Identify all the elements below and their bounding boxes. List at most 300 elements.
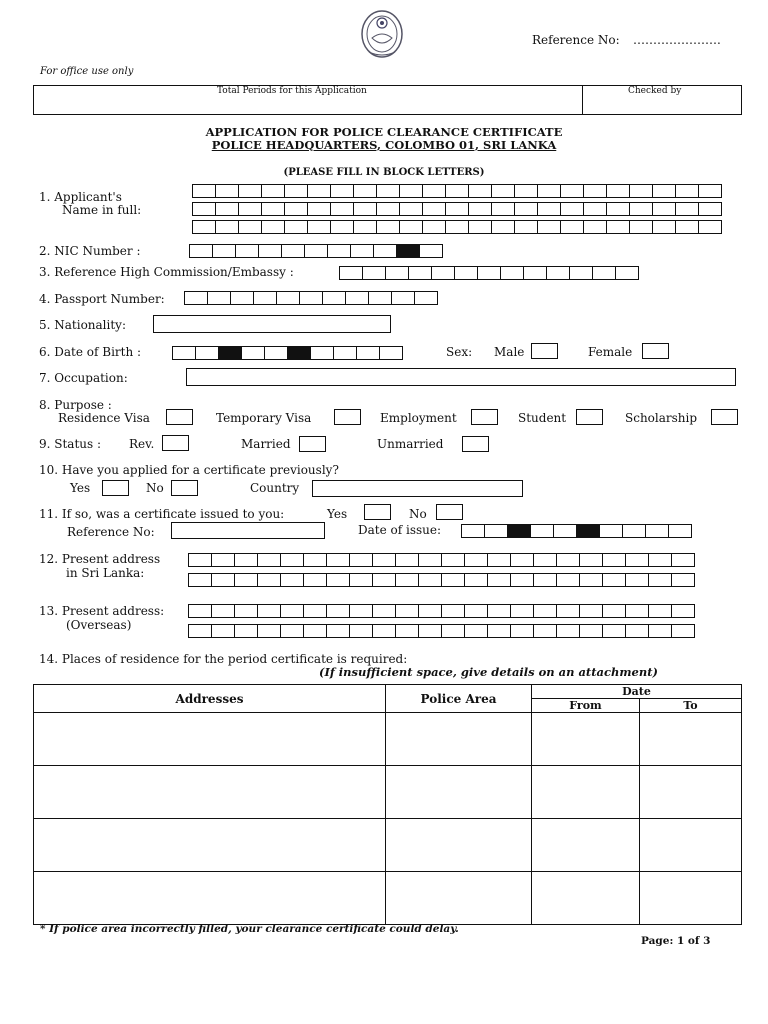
name-row-2[interactable] <box>192 202 722 216</box>
from-header: From <box>532 699 640 713</box>
letter-cell[interactable] <box>625 604 649 618</box>
q11-no-checkbox[interactable] <box>436 504 463 520</box>
letter-cell[interactable] <box>299 291 323 305</box>
letter-cell[interactable] <box>258 244 282 258</box>
letter-cell[interactable] <box>487 573 511 587</box>
letter-cell[interactable] <box>349 624 373 638</box>
letter-cell[interactable] <box>349 573 373 587</box>
letter-cell[interactable] <box>238 202 262 216</box>
letter-cell[interactable] <box>510 624 534 638</box>
letter-cell[interactable] <box>484 524 508 538</box>
q1-label-b: Name in full: <box>62 203 142 217</box>
letter-cell[interactable] <box>464 553 488 567</box>
rev-checkbox[interactable] <box>162 435 189 451</box>
address-cell[interactable] <box>34 713 386 766</box>
female-label: Female <box>588 345 633 359</box>
letter-cell[interactable] <box>418 573 442 587</box>
letter-cell[interactable] <box>326 573 350 587</box>
letter-cell[interactable] <box>629 202 653 216</box>
letter-cell[interactable] <box>408 266 432 280</box>
q10-label: 10. Have you applied for a certificate previously? <box>39 463 339 477</box>
table-row <box>34 766 742 819</box>
letter-cell[interactable] <box>537 220 561 234</box>
rev-label: Rev. <box>129 437 155 451</box>
letter-cell[interactable] <box>276 291 300 305</box>
married-checkbox[interactable] <box>299 436 326 452</box>
q12-label-b: in Sri Lanka: <box>66 566 145 580</box>
letter-cell[interactable] <box>257 553 281 567</box>
passport-number-cells[interactable] <box>184 291 438 305</box>
letter-cell[interactable] <box>625 573 649 587</box>
letter-cell[interactable] <box>188 604 212 618</box>
to-cell[interactable] <box>640 872 742 925</box>
letter-cell[interactable] <box>257 604 281 618</box>
letter-cell[interactable] <box>280 624 304 638</box>
q13-label-a: 13. Present address: <box>39 604 165 618</box>
letter-cell[interactable] <box>441 604 465 618</box>
letter-cell[interactable] <box>625 553 649 567</box>
letter-cell[interactable] <box>445 202 469 216</box>
letter-cell[interactable] <box>533 553 557 567</box>
letter-cell[interactable] <box>349 553 373 567</box>
police-emblem-icon <box>359 8 405 60</box>
letter-cell[interactable] <box>322 291 346 305</box>
police-area-cell[interactable] <box>386 819 532 872</box>
letter-cell[interactable] <box>235 244 259 258</box>
letter-cell[interactable] <box>376 220 400 234</box>
police-area-footnote: * If police area incorrectly filled, your clearance certificate could delay. <box>40 923 459 935</box>
letter-cell[interactable] <box>192 220 216 234</box>
q14-note: (If insufficient space, give details on an attachment) <box>319 665 658 679</box>
letter-cell[interactable] <box>280 553 304 567</box>
letter-cell[interactable] <box>395 553 419 567</box>
letter-cell[interactable] <box>675 202 699 216</box>
letter-cell[interactable] <box>284 220 308 234</box>
letter-cell[interactable] <box>418 604 442 618</box>
q11-label: 11. If so, was a certificate issued to you: <box>39 507 285 521</box>
letter-cell[interactable] <box>625 624 649 638</box>
employment-label: Employment <box>380 411 457 425</box>
letter-cell[interactable] <box>188 624 212 638</box>
to-header: To <box>640 699 742 713</box>
student-label: Student <box>518 411 567 425</box>
letter-cell[interactable] <box>487 604 511 618</box>
letter-cell[interactable] <box>418 553 442 567</box>
q5-label: 5. Nationality: <box>39 318 127 332</box>
sex-label: Sex: <box>446 345 473 359</box>
letter-cell[interactable] <box>602 553 626 567</box>
letter-cell[interactable] <box>468 202 492 216</box>
to-cell[interactable] <box>640 766 742 819</box>
letter-cell[interactable] <box>698 184 722 198</box>
letter-cell[interactable] <box>579 604 603 618</box>
letter-cell[interactable] <box>431 266 455 280</box>
letter-cell[interactable] <box>368 291 392 305</box>
letter-cell[interactable] <box>211 573 235 587</box>
letter-cell[interactable] <box>303 573 327 587</box>
letter-cell[interactable] <box>546 266 570 280</box>
male-checkbox[interactable] <box>531 343 558 359</box>
letter-cell[interactable] <box>414 291 438 305</box>
occupation-field[interactable] <box>186 368 736 386</box>
date-header: Date <box>532 685 742 699</box>
letter-cell[interactable] <box>399 184 423 198</box>
letter-cell[interactable] <box>307 202 331 216</box>
letter-cell[interactable] <box>215 184 239 198</box>
q10-yes-label: Yes <box>70 481 91 495</box>
letter-cell[interactable] <box>281 244 305 258</box>
letter-cell[interactable] <box>464 573 488 587</box>
letter-cell[interactable] <box>188 573 212 587</box>
block-letters-instruction: (PLEASE FILL IN BLOCK LETTERS) <box>283 167 485 178</box>
letter-cell[interactable] <box>207 291 231 305</box>
letter-cell <box>218 346 242 360</box>
q13-label-b: (Overseas) <box>66 618 132 632</box>
letter-cell[interactable] <box>326 604 350 618</box>
police-area-cell[interactable] <box>386 713 532 766</box>
letter-cell[interactable] <box>303 553 327 567</box>
letter-cell[interactable] <box>192 202 216 216</box>
letter-cell[interactable] <box>445 220 469 234</box>
letter-cell[interactable] <box>648 604 672 618</box>
date-of-issue-cells[interactable] <box>461 524 692 538</box>
name-row-3[interactable] <box>192 220 722 234</box>
date-of-issue-label: Date of issue: <box>358 523 442 537</box>
letter-cell[interactable] <box>514 184 538 198</box>
female-checkbox[interactable] <box>642 343 669 359</box>
letter-cell[interactable] <box>326 553 350 567</box>
letter-cell[interactable] <box>671 624 695 638</box>
letter-cell[interactable] <box>330 202 354 216</box>
letter-cell[interactable] <box>569 266 593 280</box>
letter-cell[interactable] <box>445 184 469 198</box>
letter-cell[interactable] <box>241 346 265 360</box>
letter-cell[interactable] <box>487 624 511 638</box>
letter-cell[interactable] <box>629 220 653 234</box>
letter-cell[interactable] <box>307 184 331 198</box>
letter-cell[interactable] <box>514 202 538 216</box>
letter-cell[interactable] <box>372 624 396 638</box>
letter-cell[interactable] <box>192 184 216 198</box>
table-row <box>34 819 742 872</box>
letter-cell[interactable] <box>211 553 235 567</box>
letter-cell[interactable] <box>622 524 646 538</box>
from-cell[interactable] <box>532 766 640 819</box>
reference-no-label: Reference No: <box>532 33 620 47</box>
letter-cell[interactable] <box>261 184 285 198</box>
letter-cell[interactable] <box>510 553 534 567</box>
letter-cell[interactable] <box>422 184 446 198</box>
letter-cell[interactable] <box>399 202 423 216</box>
letter-cell[interactable] <box>418 624 442 638</box>
letter-cell[interactable] <box>238 220 262 234</box>
letter-cell[interactable] <box>307 220 331 234</box>
letter-cell[interactable] <box>648 553 672 567</box>
reference-no-dots: …………………. <box>633 33 721 47</box>
letter-cell[interactable] <box>195 346 219 360</box>
letter-cell[interactable] <box>280 573 304 587</box>
page-number: Page: 1 of 3 <box>641 935 711 947</box>
letter-cell[interactable] <box>599 524 623 538</box>
letter-cell[interactable] <box>530 524 554 538</box>
q10-no-checkbox[interactable] <box>171 480 198 496</box>
letter-cell[interactable] <box>303 624 327 638</box>
letter-cell[interactable] <box>583 184 607 198</box>
letter-cell[interactable] <box>579 553 603 567</box>
to-cell[interactable] <box>640 713 742 766</box>
sl-address-row-1[interactable] <box>188 553 695 567</box>
letter-cell[interactable] <box>238 184 262 198</box>
q11-reference-field[interactable] <box>171 522 325 539</box>
address-cell[interactable] <box>34 766 386 819</box>
q3-label: 3. Reference High Commission/Embassy : <box>39 265 294 279</box>
letter-cell[interactable] <box>602 624 626 638</box>
letter-cell[interactable] <box>464 624 488 638</box>
q10-no-label: No <box>146 481 164 495</box>
letter-cell[interactable] <box>356 346 380 360</box>
letter-cell[interactable] <box>668 524 692 538</box>
embassy-reference-cells[interactable] <box>339 266 639 280</box>
country-field[interactable] <box>312 480 523 497</box>
q11-yes-checkbox[interactable] <box>364 504 391 520</box>
letter-cell[interactable] <box>188 553 212 567</box>
letter-cell[interactable] <box>234 604 258 618</box>
checked-by-label: Checked by <box>628 86 682 96</box>
q7-label: 7. Occupation: <box>39 371 128 385</box>
letter-cell[interactable] <box>353 184 377 198</box>
letter-cell[interactable] <box>454 266 478 280</box>
name-row-1[interactable] <box>192 184 722 198</box>
date-of-birth-cells[interactable] <box>172 346 403 360</box>
q11-reference-label: Reference No: <box>67 525 155 539</box>
letter-cell[interactable] <box>675 220 699 234</box>
letter-cell[interactable] <box>491 220 515 234</box>
letter-cell[interactable] <box>671 553 695 567</box>
letter-cell[interactable] <box>461 524 485 538</box>
married-label: Married <box>241 437 291 451</box>
residence-visa-label: Residence Visa <box>58 411 150 425</box>
letter-cell[interactable] <box>395 604 419 618</box>
temporary-visa-checkbox[interactable] <box>334 409 361 425</box>
nationality-field[interactable] <box>153 315 391 333</box>
address-cell[interactable] <box>34 872 386 925</box>
letter-cell[interactable] <box>419 244 443 258</box>
letter-cell[interactable] <box>304 244 328 258</box>
letter-cell[interactable] <box>376 202 400 216</box>
letter-cell[interactable] <box>362 266 386 280</box>
letter-cell[interactable] <box>579 624 603 638</box>
letter-cell[interactable] <box>583 202 607 216</box>
letter-cell[interactable] <box>261 220 285 234</box>
letter-cell[interactable] <box>533 573 557 587</box>
letter-cell[interactable] <box>379 346 403 360</box>
office-use-label: For office use only <box>40 66 134 77</box>
letter-cell[interactable] <box>230 291 254 305</box>
letter-cell[interactable] <box>353 220 377 234</box>
letter-cell[interactable] <box>468 220 492 234</box>
letter-cell[interactable] <box>671 573 695 587</box>
letter-cell[interactable] <box>211 624 235 638</box>
letter-cell[interactable] <box>510 573 534 587</box>
letter-cell[interactable] <box>629 184 653 198</box>
letter-cell[interactable] <box>211 604 235 618</box>
letter-cell[interactable] <box>422 202 446 216</box>
letter-cell[interactable] <box>477 266 501 280</box>
letter-cell[interactable] <box>533 624 557 638</box>
letter-cell[interactable] <box>345 291 369 305</box>
letter-cell[interactable] <box>560 184 584 198</box>
to-cell[interactable] <box>640 819 742 872</box>
letter-cell[interactable] <box>391 291 415 305</box>
q2-label: 2. NIC Number : <box>39 244 141 258</box>
letter-cell[interactable] <box>652 220 676 234</box>
letter-cell[interactable] <box>339 266 363 280</box>
letter-cell[interactable] <box>533 604 557 618</box>
letter-cell[interactable] <box>491 184 515 198</box>
from-cell[interactable] <box>532 872 640 925</box>
letter-cell[interactable] <box>395 624 419 638</box>
letter-cell[interactable] <box>372 573 396 587</box>
table-row <box>34 872 742 925</box>
address-cell[interactable] <box>34 819 386 872</box>
letter-cell[interactable] <box>349 604 373 618</box>
letter-cell[interactable] <box>189 244 213 258</box>
letter-cell[interactable] <box>284 202 308 216</box>
letter-cell[interactable] <box>385 266 409 280</box>
unmarried-checkbox[interactable] <box>462 436 489 452</box>
letter-cell[interactable] <box>372 553 396 567</box>
letter-cell[interactable] <box>556 624 580 638</box>
letter-cell[interactable] <box>284 184 308 198</box>
q8-label: 8. Purpose : <box>39 398 112 412</box>
q10-yes-checkbox[interactable] <box>102 480 129 496</box>
letter-cell[interactable] <box>326 624 350 638</box>
overseas-address-row-2[interactable] <box>188 624 695 638</box>
letter-cell[interactable] <box>399 220 423 234</box>
letter-cell[interactable] <box>234 624 258 638</box>
letter-cell[interactable] <box>303 604 327 618</box>
letter-cell[interactable] <box>698 202 722 216</box>
letter-cell[interactable] <box>234 553 258 567</box>
residence-table <box>33 684 742 925</box>
residence-visa-checkbox[interactable] <box>166 409 193 425</box>
letter-cell[interactable] <box>510 604 534 618</box>
letter-cell[interactable] <box>537 202 561 216</box>
letter-cell[interactable] <box>556 573 580 587</box>
letter-cell[interactable] <box>556 553 580 567</box>
letter-cell[interactable] <box>468 184 492 198</box>
letter-cell[interactable] <box>172 346 196 360</box>
letter-cell[interactable] <box>376 184 400 198</box>
from-cell[interactable] <box>532 713 640 766</box>
letter-cell[interactable] <box>514 220 538 234</box>
nic-number-cells[interactable] <box>189 244 443 258</box>
q6-label: 6. Date of Birth : <box>39 345 142 359</box>
letter-cell[interactable] <box>330 220 354 234</box>
letter-cell[interactable] <box>553 524 577 538</box>
letter-cell[interactable] <box>372 604 396 618</box>
letter-cell[interactable] <box>464 604 488 618</box>
letter-cell[interactable] <box>280 604 304 618</box>
letter-cell[interactable] <box>441 553 465 567</box>
letter-cell[interactable] <box>212 244 236 258</box>
letter-cell[interactable] <box>579 573 603 587</box>
letter-cell[interactable] <box>615 266 639 280</box>
letter-cell[interactable] <box>215 202 239 216</box>
letter-cell[interactable] <box>333 346 357 360</box>
letter-cell[interactable] <box>441 573 465 587</box>
letter-cell[interactable] <box>652 184 676 198</box>
letter-cell[interactable] <box>257 624 281 638</box>
letter-cell[interactable] <box>671 604 695 618</box>
letter-cell[interactable] <box>310 346 334 360</box>
letter-cell[interactable] <box>592 266 616 280</box>
letter-cell[interactable] <box>500 266 524 280</box>
police-area-cell[interactable] <box>386 766 532 819</box>
letter-cell[interactable] <box>523 266 547 280</box>
letter-cell[interactable] <box>234 573 258 587</box>
letter-cell[interactable] <box>487 553 511 567</box>
letter-cell[interactable] <box>602 604 626 618</box>
letter-cell[interactable] <box>330 184 354 198</box>
overseas-address-row-1[interactable] <box>188 604 695 618</box>
letter-cell[interactable] <box>261 202 285 216</box>
letter-cell[interactable] <box>264 346 288 360</box>
letter-cell[interactable] <box>441 624 465 638</box>
letter-cell[interactable] <box>215 220 239 234</box>
letter-cell[interactable] <box>556 604 580 618</box>
letter-cell[interactable] <box>422 220 446 234</box>
letter-cell[interactable] <box>606 202 630 216</box>
from-cell[interactable] <box>532 819 640 872</box>
letter-cell[interactable] <box>373 244 397 258</box>
q1-label-a: 1. Applicant's <box>39 190 122 204</box>
letter-cell[interactable] <box>583 220 607 234</box>
letter-cell[interactable] <box>675 184 699 198</box>
q9-label: 9. Status : <box>39 437 102 451</box>
letter-cell[interactable] <box>645 524 669 538</box>
student-checkbox[interactable] <box>576 409 603 425</box>
letter-cell[interactable] <box>184 291 208 305</box>
scholarship-checkbox[interactable] <box>711 409 738 425</box>
letter-cell[interactable] <box>606 184 630 198</box>
unmarried-label: Unmarried <box>377 437 444 451</box>
letter-cell[interactable] <box>257 573 281 587</box>
police-area-cell[interactable] <box>386 872 532 925</box>
letter-cell[interactable] <box>350 244 374 258</box>
letter-cell[interactable] <box>560 202 584 216</box>
letter-cell[interactable] <box>395 573 419 587</box>
letter-cell[interactable] <box>648 624 672 638</box>
letter-cell[interactable] <box>606 220 630 234</box>
letter-cell[interactable] <box>652 202 676 216</box>
sl-address-row-2[interactable] <box>188 573 695 587</box>
police-area-header: Police Area <box>386 685 532 713</box>
q11-yes-label: Yes <box>327 507 348 521</box>
addresses-header: Addresses <box>34 685 386 713</box>
letter-cell[interactable] <box>698 220 722 234</box>
letter-cell[interactable] <box>648 573 672 587</box>
letter-cell[interactable] <box>537 184 561 198</box>
employment-checkbox[interactable] <box>471 409 498 425</box>
letter-cell <box>396 244 420 258</box>
letter-cell[interactable] <box>491 202 515 216</box>
letter-cell[interactable] <box>327 244 351 258</box>
letter-cell[interactable] <box>253 291 277 305</box>
letter-cell[interactable] <box>602 573 626 587</box>
letter-cell[interactable] <box>560 220 584 234</box>
letter-cell[interactable] <box>353 202 377 216</box>
